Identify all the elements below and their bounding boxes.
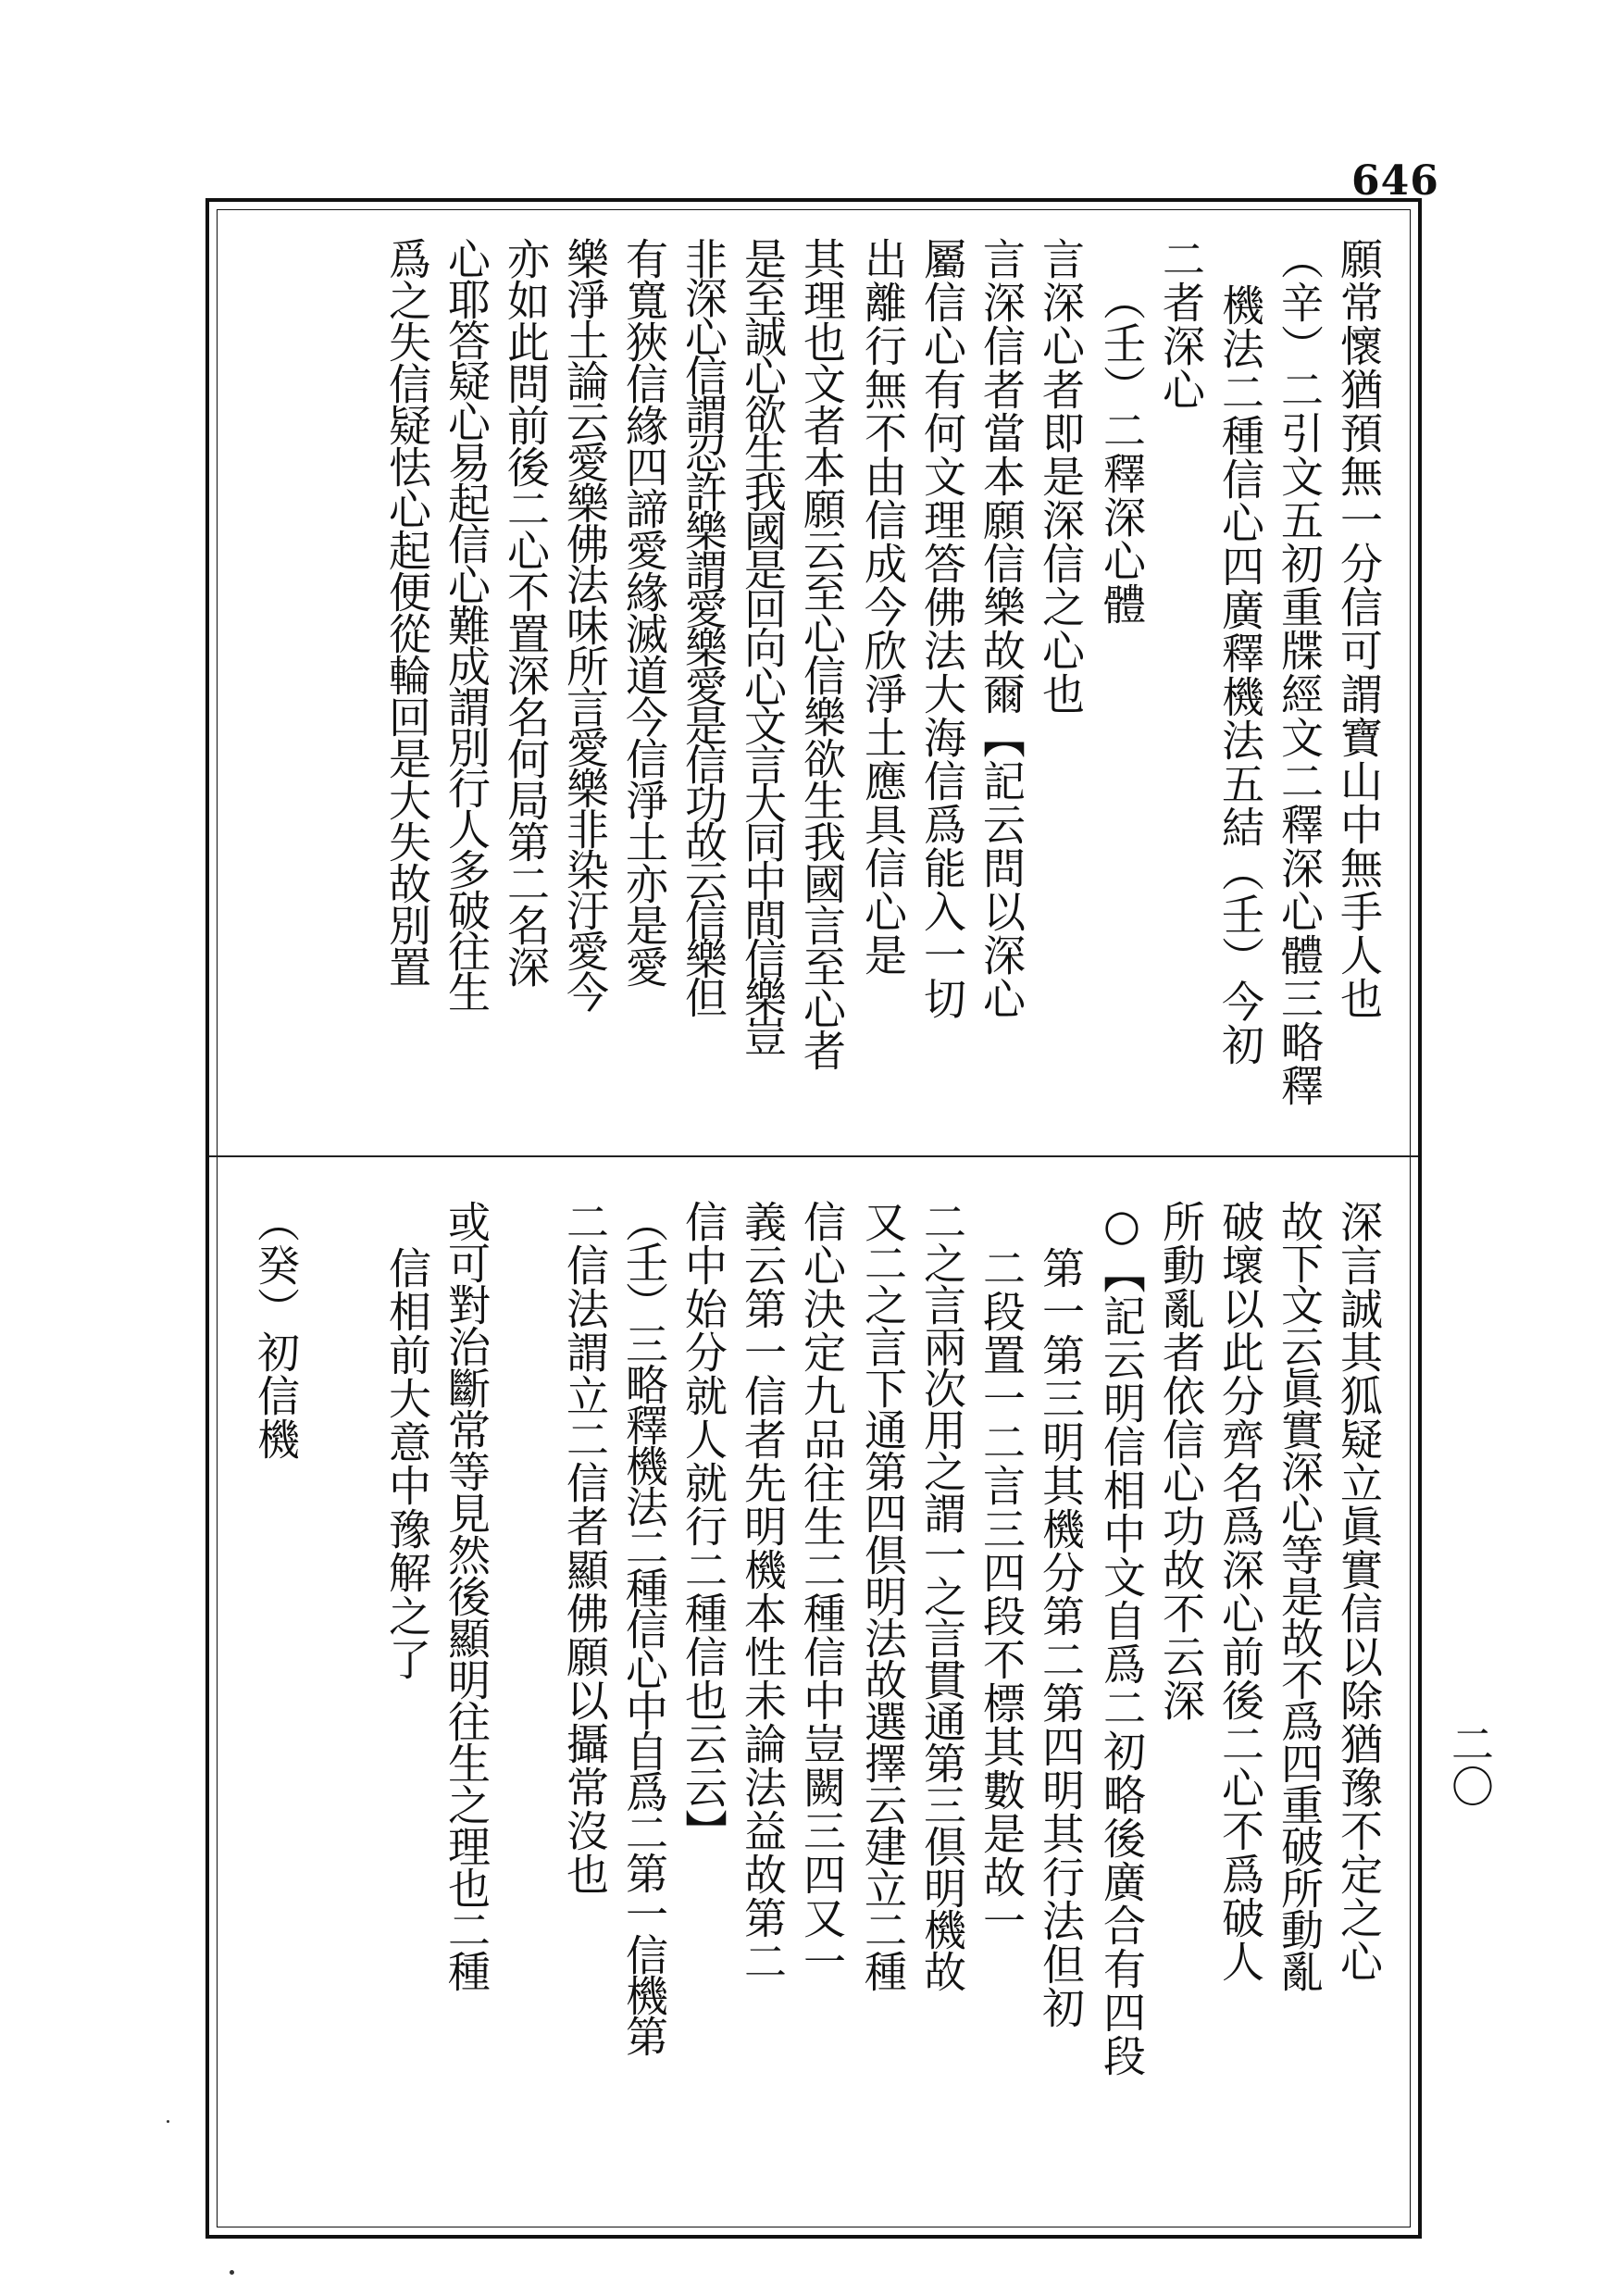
text-column: 非深心信謂忍許樂謂愛樂愛是信功故云信樂但 bbox=[678, 237, 728, 1015]
text-column: 爲之失信疑怯心起便從輪回是大失故別置 bbox=[382, 237, 432, 987]
text-column: 亦如此問前後二心不置深名何局第二名深 bbox=[501, 237, 551, 987]
text-column: 所動亂者依信心功故不云深 bbox=[1156, 1200, 1206, 1722]
section-heading: 二者深心 bbox=[1156, 237, 1206, 411]
text-column: 二段置一二言三四段不標其數是故一 bbox=[977, 1246, 1027, 1942]
text-column: 信相前大意中豫解之了 bbox=[382, 1246, 432, 1681]
text-column: ○【記云明信相中文自爲二初略後廣合有四段 bbox=[1097, 1200, 1147, 2078]
text-column: 言深信者當本願信樂故爾【記云問以深心 bbox=[977, 237, 1027, 1020]
text-column: 屬信心有何文理答佛法大海信爲能入一切 bbox=[917, 237, 967, 1020]
page-number: 646 bbox=[1351, 157, 1439, 205]
text-column: 或可對治斷常等見然後顯明往生之理也二種 bbox=[442, 1200, 492, 1991]
text-column: 二之言兩次用之謂一之言貫通第三倶明機故 bbox=[917, 1200, 967, 1991]
text-column: 又二之言下通第四倶明法故選擇云建立二種 bbox=[858, 1200, 908, 1991]
text-column: 言深心者即是深信之心也 bbox=[1036, 237, 1086, 716]
text-column: 有寬狹信緣四諦愛緣滅道今信淨土亦是愛 bbox=[619, 237, 669, 987]
text-column: 心耶答疑心易起信心難成謂別行人多破往生 bbox=[442, 237, 492, 1011]
text-column: 願常懷猶預無一分信可謂寶山中無手人也 bbox=[1334, 237, 1384, 1020]
text-column: 二信法謂立二信者顯佛願以攝常沒也 bbox=[560, 1200, 610, 1896]
text-column: 信中始分就人就行二種信也云云】 bbox=[678, 1200, 728, 1853]
text-column: 樂淨土論云愛樂佛法味所言愛樂非染汙愛今 bbox=[560, 237, 610, 1011]
text-column: 機法二種信心四廣釋機法五結（壬）今初 bbox=[1215, 283, 1265, 1067]
text-column: 故下文云眞實深心等是故不爲四重破所動亂 bbox=[1275, 1200, 1325, 1991]
text-column: （辛）二引文五初重牒經文二釋深心體三略釋 bbox=[1275, 237, 1325, 1107]
text-column: 其理也文者本願云至心信樂欲生我國言至心者 bbox=[797, 237, 847, 1070]
text-column: 出離行無不由信成今欣淨土應具信心是 bbox=[858, 237, 908, 977]
text-column: 義云第一信者先明機本性未論法益故第二 bbox=[738, 1200, 788, 1983]
text-column: 深言誠其狐疑立眞實信以除猶豫不定之心 bbox=[1334, 1200, 1384, 1983]
text-column: 是至誠心欲生我國是回向心文言大同中間信樂豈 bbox=[738, 237, 788, 1054]
section-heading: （癸）初信機 bbox=[251, 1200, 301, 1461]
scan-speck bbox=[167, 2120, 169, 2123]
text-column: 破壞以此分齊名爲深心前後二心不爲破人 bbox=[1215, 1200, 1265, 1983]
text-column: （壬）三略釋機法二種信心中自爲二第一信機第 bbox=[619, 1200, 669, 2055]
text-column: 第一第三明其機分第二第四明其行法但初 bbox=[1036, 1246, 1086, 2029]
scan-speck bbox=[230, 2270, 234, 2275]
folio-number: 二〇 bbox=[1445, 1722, 1495, 1807]
section-divider bbox=[209, 1155, 1418, 1157]
text-column: （壬）二釋深心體 bbox=[1097, 278, 1147, 626]
text-column: 信心決定九品往生二種信中豈闕三四又一 bbox=[797, 1200, 847, 1983]
